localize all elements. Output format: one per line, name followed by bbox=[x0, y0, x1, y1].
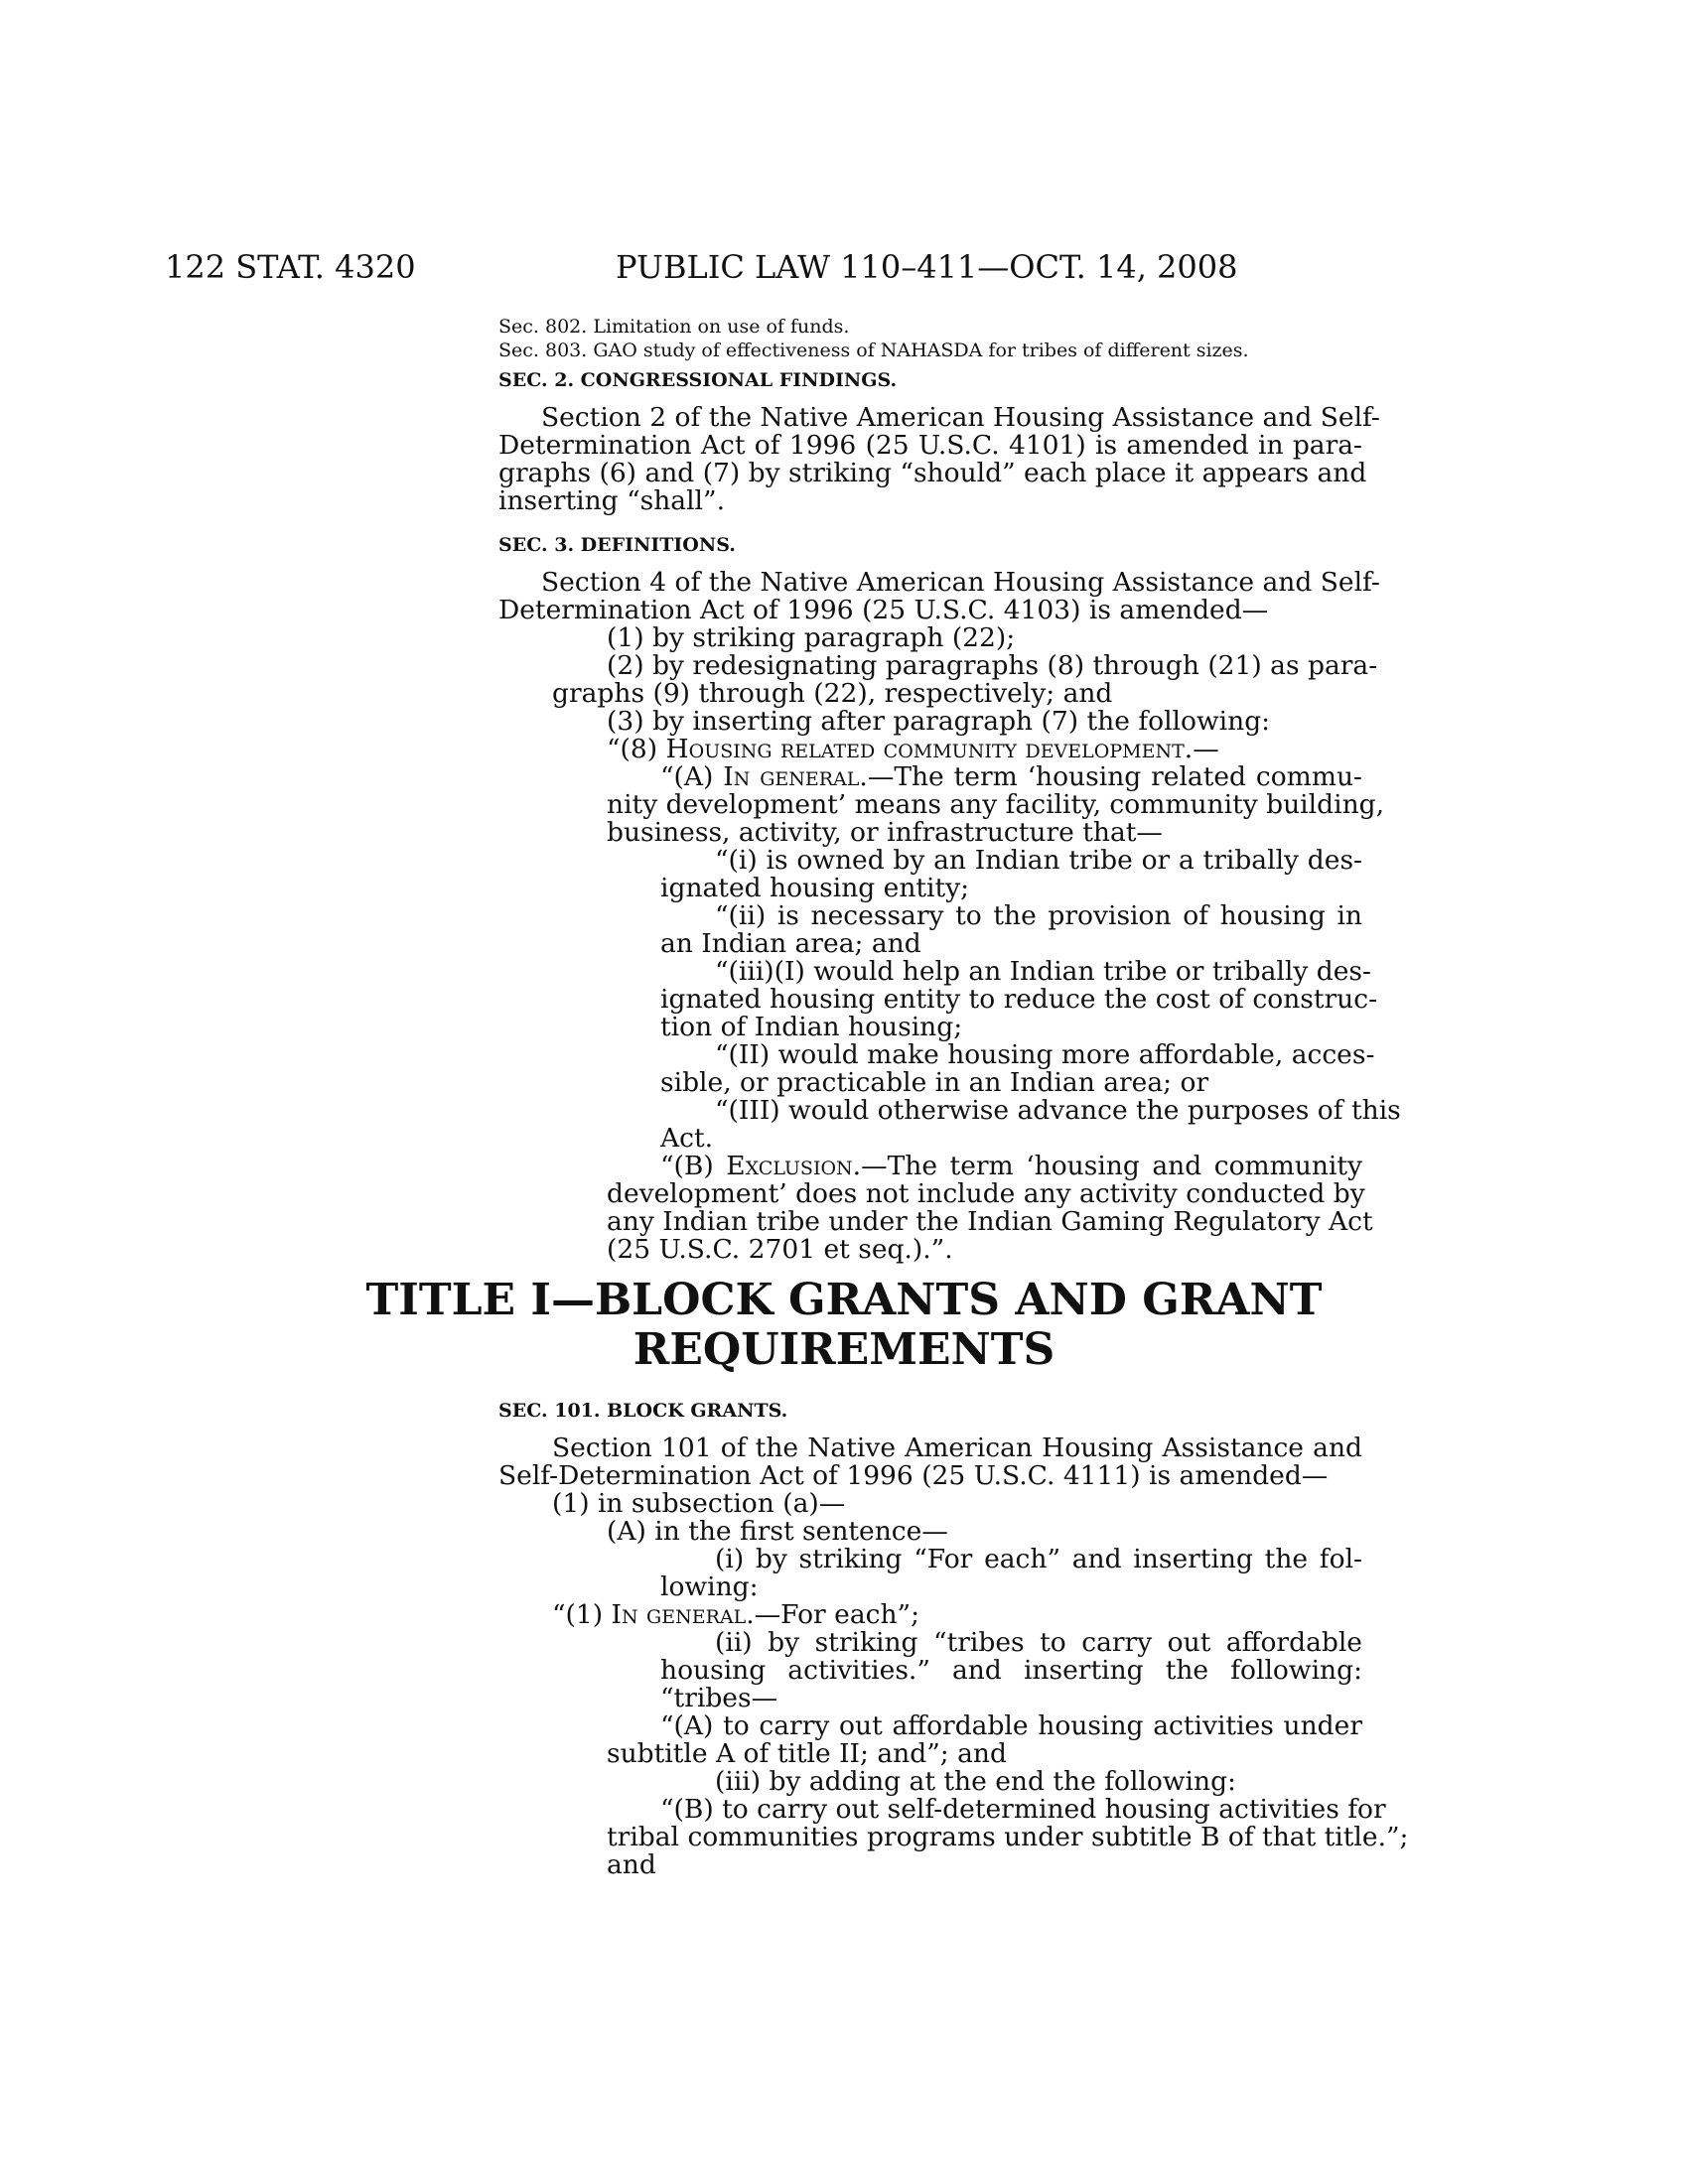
clause-ii: “(ii) is necessary to the provision of housing in bbox=[715, 900, 1362, 931]
quoted-subparagraph-b-cont: and bbox=[607, 1849, 656, 1880]
quoted-1-rest: .—For each”; bbox=[746, 1599, 920, 1630]
body-line: any Indian tribe under the Indian Gaming Regulatory Act bbox=[607, 1206, 1373, 1237]
subparagraph-b-smallcaps: xclusion bbox=[745, 1151, 853, 1181]
clause-i: “(i) is owned by an Indian tribe or a tribally des- bbox=[715, 845, 1362, 876]
quoted-1-initial: I bbox=[611, 1599, 622, 1630]
clause-iii: (iii) by adding at the end the following: bbox=[715, 1766, 1236, 1797]
body-line: business, activity, or infrastructure that— bbox=[607, 817, 1163, 848]
subparagraph-b bbox=[660, 1153, 1362, 1180]
page-stat-number: 122 STAT. 4320 bbox=[165, 248, 416, 286]
body-line: Section 4 of the Native American Housing Assistance and Self- bbox=[541, 567, 1380, 598]
subclause-ii-cont: sible, or practicable in an Indian area; or bbox=[660, 1067, 1209, 1098]
subparagraph-b-open: “(B) bbox=[660, 1151, 727, 1181]
subparagraph-a: (A) in the first sentence— bbox=[607, 1516, 948, 1547]
body-line: nity development’ means any facility, community building, bbox=[607, 789, 1385, 820]
subparagraph-a-smallcaps: n general bbox=[733, 761, 860, 792]
clause-i: (i) by striking “For each” and inserting the fol- bbox=[715, 1544, 1362, 1574]
subparagraph-b-initial: E bbox=[726, 1151, 746, 1181]
body-line: Determination Act of 1996 (25 U.S.C. 4103) is amended— bbox=[498, 595, 1269, 625]
paragraph-1: (1) in subsection (a)— bbox=[552, 1488, 846, 1519]
subparagraph-a-rest: .—The term ‘housing related commu- bbox=[859, 761, 1362, 792]
section-heading: SEC. 3. DEFINITIONS. bbox=[498, 534, 736, 556]
subclause-ii: “(II) would make housing more affordable, acces- bbox=[715, 1039, 1375, 1070]
title-heading: REQUIREMENTS bbox=[633, 1324, 1055, 1375]
body-line: Section 101 of the Native American Housing Assistance and bbox=[552, 1433, 1362, 1463]
paragraph-8-smallcaps: ousing related community development bbox=[688, 734, 1185, 764]
clause-i-cont: lowing: bbox=[660, 1571, 759, 1602]
clause-iii-cont: tion of Indian housing; bbox=[660, 1012, 963, 1042]
toc-entry: Sec. 803. GAO study of effectiveness of NAHASDA for tribes of different sizes. bbox=[498, 340, 1249, 361]
quoted-1-smallcaps: n general bbox=[621, 1599, 747, 1630]
quoted-subparagraph-a: “(A) to carry out affordable housing activities under bbox=[660, 1710, 1362, 1741]
body-line: development’ does not include any activity conducted by bbox=[607, 1178, 1365, 1209]
subclause-iii-cont: Act. bbox=[660, 1123, 714, 1154]
quoted-subparagraph-a-cont: subtitle A of title II; and”; and bbox=[607, 1738, 1007, 1769]
subparagraph-b-rest: .—The term ‘housing and community bbox=[852, 1151, 1363, 1181]
clause-iii: “(iii)(I) would help an Indian tribe or tribally des- bbox=[715, 956, 1371, 987]
paragraph-2: (2) by redesignating paragraphs (8) through (21) as para- bbox=[607, 650, 1378, 681]
clause-ii-cont: housing activities.” and inserting the following: bbox=[660, 1655, 1362, 1686]
subparagraph-a bbox=[660, 763, 1362, 791]
quoted-subparagraph-b-cont: tribal communities programs under subtitle B of that title.”; bbox=[607, 1822, 1409, 1852]
body-line: (25 U.S.C. 2701 et seq.).”. bbox=[607, 1234, 953, 1265]
section-heading: SEC. 101. BLOCK GRANTS. bbox=[498, 1400, 788, 1422]
quoted-1-open: “(1) bbox=[552, 1599, 612, 1630]
quoted-subparagraph-b: “(B) to carry out self-determined housing activities for bbox=[660, 1794, 1386, 1825]
body-line: Section 2 of the Native American Housing Assistance and Self- bbox=[541, 402, 1380, 433]
title-heading: TITLE I—BLOCK GRANTS AND GRANT bbox=[365, 1275, 1323, 1325]
public-law-header: PUBLIC LAW 110–411—OCT. 14, 2008 bbox=[616, 248, 1238, 286]
clause-ii-cont: “tribes— bbox=[660, 1683, 778, 1713]
body-line: Self-Determination Act of 1996 (25 U.S.C. 4111) is amended— bbox=[498, 1460, 1329, 1491]
paragraph-2-cont: graphs (9) through (22), respectively; and bbox=[552, 678, 1113, 709]
clause-ii: (ii) by striking “tribes to carry out affordable bbox=[715, 1627, 1362, 1658]
body-line: inserting “shall”. bbox=[498, 485, 726, 516]
paragraph-8-open: “(8) bbox=[607, 734, 666, 764]
body-line: Determination Act of 1996 (25 U.S.C. 4101) is amended in para- bbox=[498, 430, 1362, 461]
section-heading: SEC. 2. CONGRESSIONAL FINDINGS. bbox=[498, 369, 898, 391]
clause-i-cont: ignated housing entity; bbox=[660, 873, 970, 903]
paragraph-3: (3) by inserting after paragraph (7) the following: bbox=[607, 706, 1271, 737]
subparagraph-a-open: “(A) bbox=[660, 761, 724, 792]
subclause-iii: “(III) would otherwise advance the purposes of this bbox=[715, 1095, 1401, 1126]
paragraph-8-initial: H bbox=[665, 734, 689, 764]
body-line: graphs (6) and (7) by striking “should” each place it appears and bbox=[498, 458, 1367, 488]
paragraph-8-dash: .— bbox=[1184, 734, 1219, 764]
paragraph-1: (1) by striking paragraph (22); bbox=[607, 622, 1016, 653]
clause-ii-cont: an Indian area; and bbox=[660, 928, 921, 959]
quoted-paragraph-1 bbox=[552, 1601, 919, 1629]
toc-entry: Sec. 802. Limitation on use of funds. bbox=[498, 316, 850, 338]
subparagraph-a-initial: I bbox=[723, 761, 734, 792]
clause-iii-cont: ignated housing entity to reduce the cost of construc- bbox=[660, 984, 1378, 1015]
paragraph-8-heading bbox=[607, 736, 1219, 763]
